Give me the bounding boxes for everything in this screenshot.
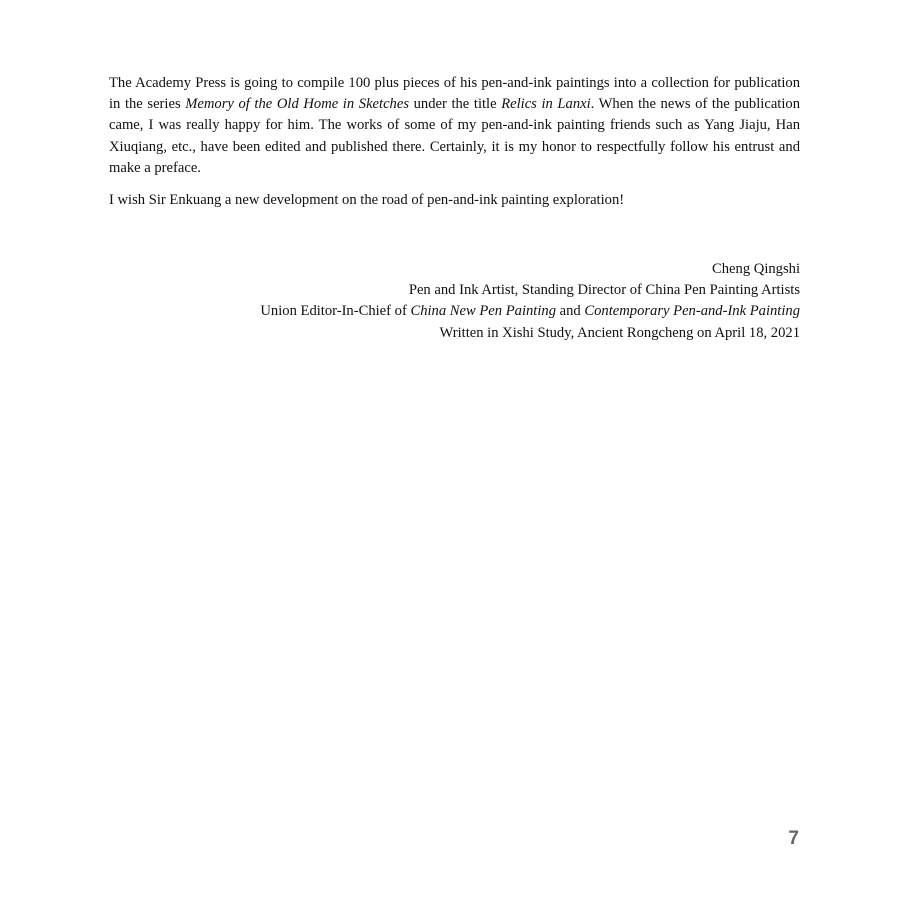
written-place-date: Written in Xishi Study, Ancient Rongcheng on April 18, 2021 bbox=[439, 324, 800, 341]
page-number: 7 bbox=[788, 828, 799, 849]
paragraph-text: The Academy Press is going to compile 100 plus pieces of his pen-and-ink paintings into a collection for publication in the series bbox=[109, 75, 800, 113]
editor-conjunction: and bbox=[556, 303, 585, 320]
publication-title: China New Pen Painting bbox=[410, 303, 556, 320]
author-name: Cheng Qingshi bbox=[712, 261, 800, 277]
paragraph-publication bbox=[109, 73, 800, 179]
author-role: Pen and Ink Artist, Standing Director of China Pen Painting Artists bbox=[408, 282, 800, 299]
paragraph-wish: I wish Sir Enkuang a new development on the road of pen-and-ink painting exploration! bbox=[109, 192, 625, 209]
paragraph-text: under the title bbox=[409, 96, 502, 113]
author-editor-line bbox=[260, 301, 800, 322]
body-text bbox=[109, 73, 800, 222]
editor-prefix: Union Editor-In-Chief of bbox=[260, 303, 411, 320]
signature-block bbox=[260, 259, 800, 344]
paragraph-text: . When the news of the publication came, I was really happy for him. The works of some of my pen-and-ink painting friends such as Yang Jiaju, Han Xiuqiang, etc., have been edited and published there. Certainly, it is my honor to respectfully follow his entrust and make a preface. bbox=[109, 96, 800, 176]
series-title: Memory of the Old Home in Sketches bbox=[185, 96, 410, 113]
publication-title: Contemporary Pen-and-Ink Painting bbox=[584, 303, 800, 320]
book-title: Relics in Lanxi bbox=[501, 96, 591, 113]
